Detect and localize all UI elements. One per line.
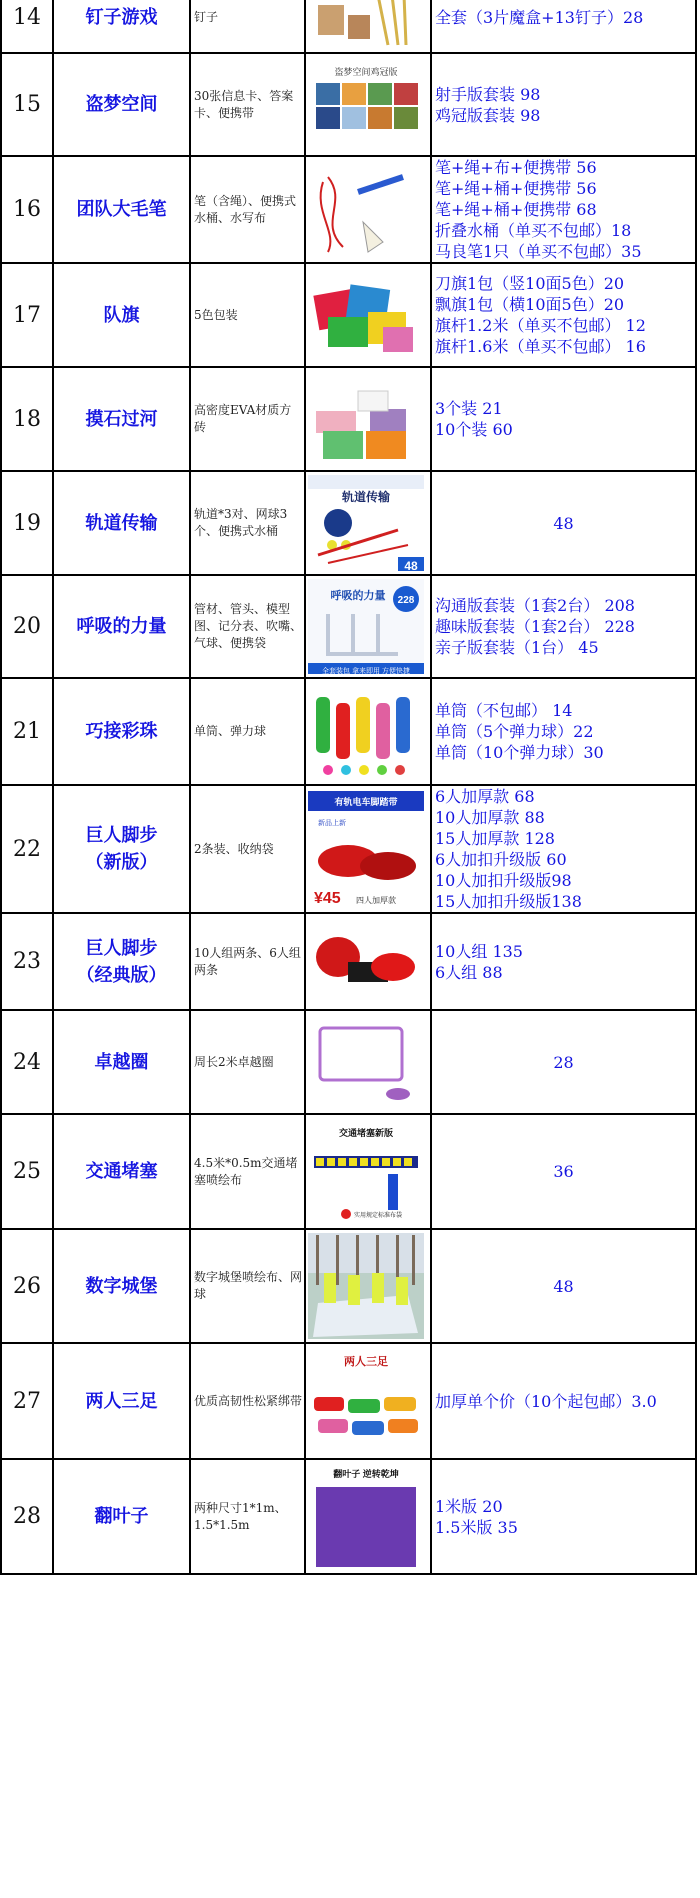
product-name-cell	[53, 1010, 190, 1114]
svg-text:新品上新: 新品上新	[318, 819, 346, 827]
row-number: 14	[1, 0, 53, 53]
price-cell	[431, 1459, 696, 1574]
product-description: 轨道*3对、网球3个、便携式水桶	[190, 471, 305, 575]
row-number: 19	[1, 471, 53, 575]
row-number: 15	[1, 53, 53, 156]
product-name-cell	[53, 1343, 190, 1459]
price-cell	[431, 1343, 696, 1459]
row-number: 20	[1, 575, 53, 678]
row-number: 18	[1, 367, 53, 471]
product-name-cell	[53, 471, 190, 575]
table-row	[1, 263, 696, 367]
table-row	[1, 1114, 696, 1229]
svg-text:实用规定标准布袋: 实用规定标准布袋	[354, 1213, 403, 1219]
row-number: 21	[1, 678, 53, 785]
product-name-cell	[53, 1114, 190, 1229]
row-number: 22	[1, 785, 53, 913]
product-name-cell	[53, 0, 190, 53]
table-row	[1, 678, 696, 785]
product-image	[308, 57, 424, 152]
product-name: 交通堵塞	[85, 1161, 158, 1182]
table-row	[1, 471, 696, 575]
product-name: 盗梦空间	[85, 94, 158, 115]
product-image	[308, 791, 424, 908]
product-image-cell	[305, 53, 431, 156]
product-name: 摸石过河	[85, 408, 158, 430]
price-option: 6人加厚款 68	[435, 787, 535, 806]
price-option: 单筒（10个弹力球）30	[435, 743, 604, 762]
product-description: 钉子	[190, 0, 305, 53]
product-name-cell	[53, 913, 190, 1010]
table-row	[1, 53, 696, 156]
table-row	[1, 913, 696, 1010]
product-image	[308, 267, 424, 363]
product-image-cell	[305, 1459, 431, 1574]
price-option: 6人加扣升级版 60	[435, 850, 567, 869]
price-option: 单筒（不包邮） 14	[435, 701, 573, 720]
table-row	[1, 0, 696, 53]
table-row	[1, 785, 696, 913]
product-image	[308, 371, 424, 467]
price-option: 旗杆1.2米（单买不包邮） 12	[435, 316, 646, 335]
table-row	[1, 1343, 696, 1459]
table-row	[1, 1459, 696, 1574]
product-description: 10人组两条、6人组两条	[190, 913, 305, 1010]
product-description: 数字城堡喷绘布、网球	[190, 1229, 305, 1343]
table-row	[1, 575, 696, 678]
price-option: 笔+绳+桶+便携带 56	[435, 179, 597, 198]
product-image	[308, 1118, 424, 1225]
product-name: 呼吸的力量	[76, 616, 167, 637]
price-option: 笔+绳+桶+便携带 68	[435, 200, 597, 219]
svg-text:呼吸的力量: 呼吸的力量	[330, 590, 386, 602]
product-image	[308, 579, 424, 674]
product-image-cell	[305, 785, 431, 913]
price-option: 旗杆1.6米（单买不包邮） 16	[435, 337, 646, 356]
product-name: （经典版）	[76, 964, 167, 986]
product-name-cell	[53, 678, 190, 785]
product-image	[308, 917, 424, 1006]
row-number: 16	[1, 156, 53, 263]
price-cell	[431, 471, 696, 575]
product-name: 数字城堡	[85, 1275, 158, 1297]
row-number: 28	[1, 1459, 53, 1574]
price-option: 马良笔1只（单买不包邮）35	[435, 242, 642, 261]
svg-text:四人加厚款: 四人加厚款	[356, 895, 396, 905]
row-number: 25	[1, 1114, 53, 1229]
product-name: 巨人脚步	[85, 825, 158, 846]
price-option: 15人加厚款 128	[435, 829, 555, 848]
product-name: 巨人脚步	[85, 937, 158, 959]
svg-text:228: 228	[397, 595, 415, 606]
product-description: 管材、管头、模型图、记分表、吹嘴、气球、便携袋	[190, 575, 305, 678]
svg-text:有轨电车脚踏带: 有轨电车脚踏带	[334, 796, 398, 807]
svg-text:全套装包 拿来即用 方便快捷: 全套装包 拿来即用 方便快捷	[322, 668, 410, 674]
price-option: 28	[553, 1052, 574, 1072]
product-name-cell	[53, 785, 190, 913]
product-description: 优质高韧性松紧绑带	[190, 1343, 305, 1459]
row-number: 26	[1, 1229, 53, 1343]
price-cell	[431, 1229, 696, 1343]
product-image	[308, 1463, 424, 1570]
price-cell	[431, 575, 696, 678]
price-cell	[431, 913, 696, 1010]
price-option: 笔+绳+布+便携带 56	[435, 158, 597, 177]
price-option: 沟通版套装（1套2台） 208	[435, 596, 635, 615]
svg-text:盗梦空间鸡冠版: 盗梦空间鸡冠版	[334, 67, 398, 77]
product-name: 队旗	[103, 304, 140, 326]
product-image	[308, 0, 424, 49]
svg-text:两人三足: 两人三足	[344, 1356, 388, 1368]
price-cell	[431, 0, 696, 53]
price-option: 10人加厚款 88	[435, 808, 545, 827]
price-option: 全套（3片魔盒+13钉子）28	[435, 7, 644, 27]
table-row	[1, 1010, 696, 1114]
table-row	[1, 1229, 696, 1343]
product-image-cell	[305, 678, 431, 785]
product-name: 钉子游戏	[85, 6, 158, 28]
product-image	[308, 1014, 424, 1110]
row-number: 24	[1, 1010, 53, 1114]
product-name: 两人三足	[85, 1390, 158, 1412]
price-option: 鸡冠版套装 98	[435, 105, 541, 125]
price-option: 36	[553, 1162, 574, 1181]
product-name: 团队大毛笔	[76, 199, 167, 220]
price-cell	[431, 263, 696, 367]
price-option: 单筒（5个弹力球）22	[435, 722, 594, 741]
price-option: 亲子版套装（1台） 45	[435, 638, 599, 657]
product-image-cell	[305, 0, 431, 53]
price-cell	[431, 53, 696, 156]
product-image	[308, 162, 424, 258]
product-image-cell	[305, 156, 431, 263]
price-option: 3个装 21	[435, 399, 503, 418]
product-description: 高密度EVA材质方砖	[190, 367, 305, 471]
product-image-cell	[305, 263, 431, 367]
product-image	[308, 1233, 424, 1339]
svg-text:¥45: ¥45	[314, 889, 341, 907]
product-image-cell	[305, 367, 431, 471]
product-description: 2条装、收纳袋	[190, 785, 305, 913]
product-name-cell	[53, 156, 190, 263]
product-image-cell	[305, 575, 431, 678]
product-image-cell	[305, 1229, 431, 1343]
price-option: 折叠水桶（单买不包邮）18	[435, 221, 632, 240]
svg-text:轨道传输: 轨道传输	[341, 490, 391, 504]
product-description: 5色包装	[190, 263, 305, 367]
product-description: 两种尺寸1*1m、1.5*1.5m	[190, 1459, 305, 1574]
price-option: 1.5米版 35	[435, 1517, 518, 1537]
product-name-cell	[53, 1229, 190, 1343]
product-image-cell	[305, 913, 431, 1010]
price-option: 趣味版套装（1套2台） 228	[435, 617, 635, 636]
price-cell	[431, 785, 696, 913]
product-description: 单筒、弹力球	[190, 678, 305, 785]
product-description: 4.5米*0.5m交通堵塞喷绘布	[190, 1114, 305, 1229]
price-option: 射手版套装 98	[435, 84, 541, 104]
product-description: 周长2米卓越圈	[190, 1010, 305, 1114]
price-cell	[431, 156, 696, 263]
product-image-cell	[305, 471, 431, 575]
product-image	[308, 682, 424, 781]
product-name-cell	[53, 1459, 190, 1574]
svg-text:48: 48	[404, 559, 418, 571]
product-image-cell	[305, 1010, 431, 1114]
product-name-cell	[53, 263, 190, 367]
product-image	[308, 475, 424, 571]
price-cell	[431, 367, 696, 471]
table-row	[1, 156, 696, 263]
price-option: 1米版 20	[435, 1496, 503, 1516]
row-number: 27	[1, 1343, 53, 1459]
product-name-cell	[53, 575, 190, 678]
price-option: 15人加扣升级版138	[435, 892, 582, 911]
product-image	[308, 1347, 424, 1455]
product-name: 翻叶子	[94, 1506, 149, 1527]
product-image-cell	[305, 1114, 431, 1229]
product-name: 巧接彩珠	[85, 721, 158, 742]
price-cell	[431, 1010, 696, 1114]
price-cell	[431, 1114, 696, 1229]
product-name: 轨道传输	[85, 512, 158, 534]
price-option: 10人加扣升级版98	[435, 871, 572, 890]
svg-text:交通堵塞新版: 交通堵塞新版	[338, 1128, 394, 1138]
product-description: 笔（含绳）、便携式水桶、水写布	[190, 156, 305, 263]
product-name: （新版）	[85, 852, 158, 873]
product-description: 30张信息卡、答案卡、便携带	[190, 53, 305, 156]
product-name-cell	[53, 53, 190, 156]
price-option: 10人组 135	[435, 941, 523, 961]
price-cell	[431, 678, 696, 785]
price-option: 48	[553, 1276, 574, 1296]
price-option: 10个装 60	[435, 420, 513, 439]
price-option: 加厚单个价（10个起包邮）3.0	[435, 1391, 657, 1411]
table-row	[1, 367, 696, 471]
price-option: 刀旗1包（竖10面5色）20	[435, 274, 625, 293]
svg-text:翻叶子 逆转乾坤: 翻叶子 逆转乾坤	[333, 1469, 399, 1479]
product-name-cell	[53, 367, 190, 471]
row-number: 23	[1, 913, 53, 1010]
price-option: 48	[553, 513, 574, 533]
product-image-cell	[305, 1343, 431, 1459]
product-name: 卓越圈	[94, 1051, 149, 1073]
row-number: 17	[1, 263, 53, 367]
price-option: 飘旗1包（横10面5色）20	[435, 295, 625, 314]
price-option: 6人组 88	[435, 962, 503, 982]
